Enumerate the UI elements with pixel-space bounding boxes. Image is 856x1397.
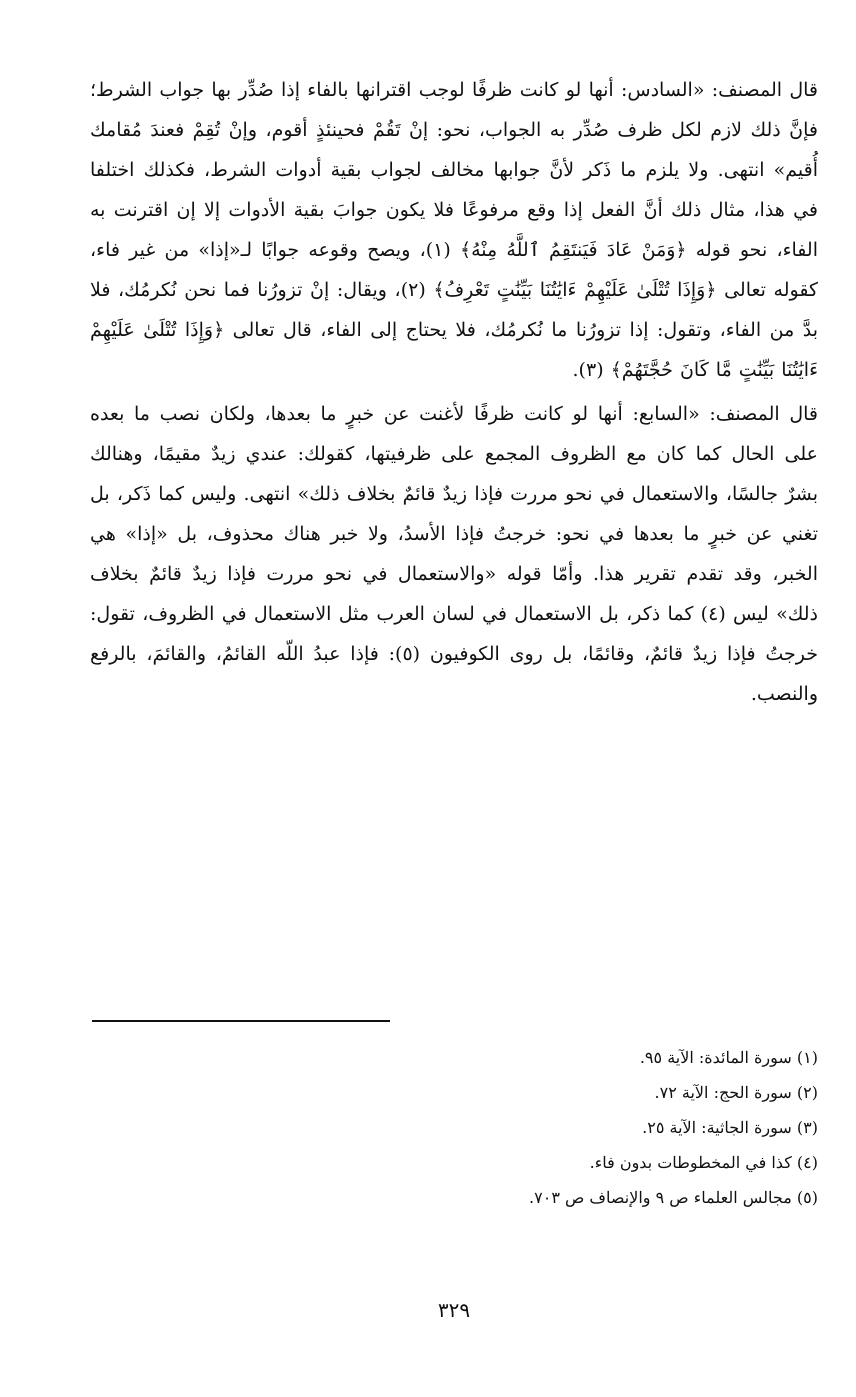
footnote-1: (١) سورة المائدة: الآية ٩٥. [639, 1048, 818, 1067]
page-number: ٣٢٩ [437, 1298, 471, 1322]
footnotes-list [90, 1040, 818, 1215]
footnote-2: (٢) سورة الحج: الآية ٧٢. [654, 1083, 818, 1102]
footnote-4: (٤) كذا في المخطوطات بدون فاء. [589, 1153, 818, 1172]
book-page [90, 70, 818, 1397]
footnote-divider [92, 1020, 390, 1022]
footnote-5: (٥) مجالس العلماء ص ٩ والإنصاف ص ٧٠٣. [529, 1188, 818, 1207]
footnote-3: (٣) سورة الجاثية: الآية ٢٥. [642, 1118, 818, 1137]
body-paragraph-sixth: قال المصنف: «السادس: أنها لو كانت ظرفًا لوجب اقترانها بالفاء إذا صُدِّر بها جواب الشرط؛ فإنَّ ذلك لازم لكل ظرف صُدِّر به الجواب، نحو: إنْ تَقُمْ فحينئذٍ أقوم، وإنْ تُقِمْ فعندَ مُقامك أُقيم» انتهى. ولا يلزم ما ذَكر لأنَّ جوابها مخالف لجواب بقية أدوات الشرط، فكذلك اختلفا في هذا، مثال ذلك أنَّ الفعل إذا وقع مرفوعًا فلا يكون جوابَ بقية الأدوات إلا إن اقترنت به الفاء، نحو قوله ﴿وَمَنْ عَادَ فَيَنتَقِمُ ٱللَّهُ مِنْهُ﴾ (١)، ويصح وقوعه جوابًا لـ«إذا» من غير فاء، كقوله تعالى ﴿وَإِذَا تُتْلَىٰ عَلَيْهِمْ ءَايَٰتُنَا بَيِّنَٰتٍ تَعْرِفُ﴾ (٢)، ويقال: إنْ تزورُنا فما نحن نُكرمُك، فلا بدَّ من الفاء، وتقول: إذا تزورُنا ما نُكرمُك، فلا يحتاج إلى الفاء، قال تعالى ﴿وَإِذَا تُتْلَىٰ عَلَيْهِمْ ءَايَٰتُنَا بَيِّنَٰتٍ مَّا كَانَ حُجَّتَهُمْ﴾ (٣). [90, 79, 819, 381]
body-paragraph-seventh: قال المصنف: «السابع: أنها لو كانت ظرفًا لأغنت عن خبرٍ ما بعدها، ولكان نصب ما بعده على الحال كما كان مع الظروف المجمع على ظرفيتها، كقولك: عندي زيدٌ مقيمًا، وهنالك بشرٌ جالسًا، والاستعمال في نحو مررت فإذا زيدٌ قائمٌ بخلاف ذلك» انتهى. وليس كما ذَكر، بل تغني عن خبرٍ ما بعدها في نحو: خرجتُ فإذا الأسدُ، ولا خبر هناك محذوف، بل «إذا» هي الخبر، وقد تقدم تقرير هذا. وأمّا قوله «والاستعمال في نحو مررت فإذا زيدٌ قائمٌ بخلاف ذلك» ليس (٤) كما ذكر، بل الاستعمال في لسان العرب مثل الاستعمال في الظروف، تقول: خرجتُ فإذا زيدٌ قائمٌ، وقائمًا، بل روى الكوفيون (٥): فإذا عبدُ اللّه القائمُ، والقائمَ، بالرفع والنصب. [90, 403, 818, 705]
